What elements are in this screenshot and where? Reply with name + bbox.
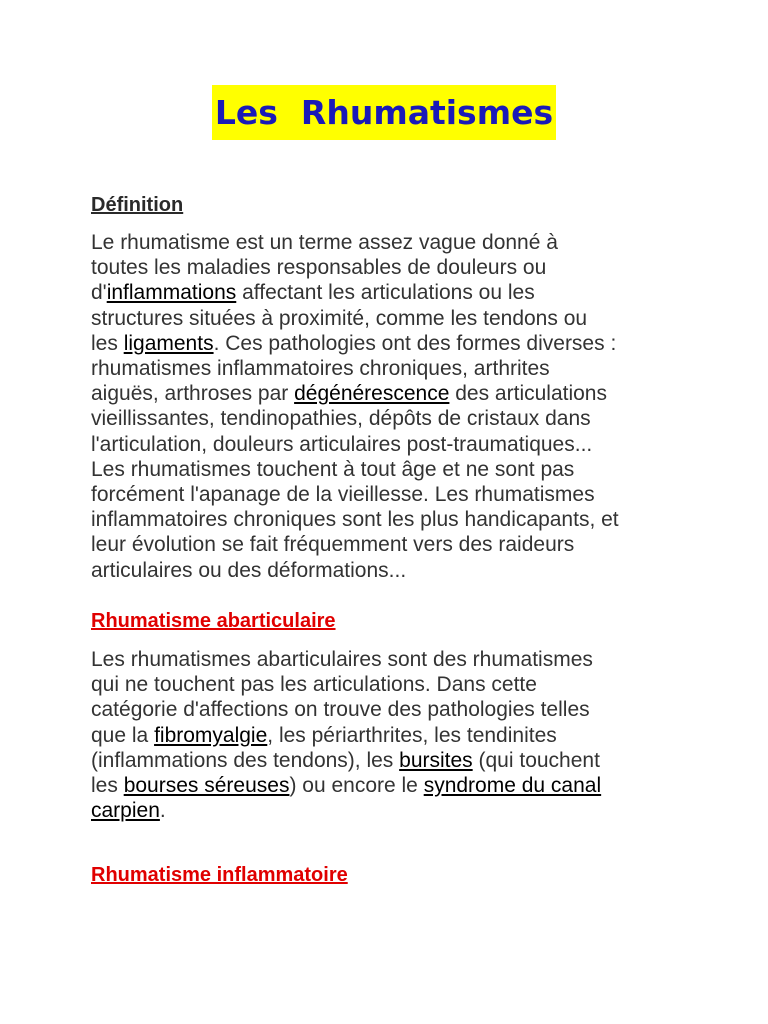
text-line <box>91 773 691 798</box>
text-line <box>91 532 691 557</box>
text-run: l'articulation, douleurs articulaires post-traumatiques... <box>91 432 593 456</box>
link-carpien[interactable]: carpien <box>91 799 160 823</box>
link-bourses-sereuses[interactable]: bourses séreuses <box>123 774 290 798</box>
text-run: articulaires ou des déformations... <box>91 558 407 582</box>
text-run: leur évolution se fait fréquemment vers des raideurs <box>91 533 575 557</box>
text-run: aiguës, arthroses par <box>91 382 295 406</box>
link-syndrome-du-canal[interactable]: syndrome du canal <box>423 774 602 798</box>
text-line <box>91 356 691 381</box>
text-run: ) ou encore le <box>289 774 424 798</box>
text-run: les <box>91 774 124 798</box>
text-run: rhumatismes inflammatoires chroniques, arthrites <box>91 357 550 381</box>
text-line <box>91 457 691 482</box>
text-run: . <box>159 799 166 823</box>
definition-paragraph <box>91 230 691 583</box>
abarticulaire-paragraph <box>91 647 691 823</box>
text-line <box>91 748 691 773</box>
text-run: forcément l'apanage de la vieillesse. Les rhumatismes <box>91 483 595 507</box>
title-container <box>0 85 768 140</box>
inflammatoire-heading: Rhumatisme inflammatoire <box>91 864 348 886</box>
link-inflammations[interactable]: inflammations <box>106 281 237 305</box>
text-run: toutes les maladies responsables de douleurs ou <box>91 256 547 280</box>
text-run: , les périarthrites, les tendinites <box>267 723 557 747</box>
text-line <box>91 280 691 305</box>
text-run: inflammatoires chroniques sont les plus handicapants, et <box>91 508 619 532</box>
text-run: les <box>91 331 124 355</box>
text-line <box>91 306 691 331</box>
text-run: affectant les articulations ou les <box>236 281 535 305</box>
text-run: Les rhumatismes abarticulaires sont des rhumatismes <box>91 648 593 671</box>
text-line <box>91 697 691 722</box>
text-run: (inflammations des tendons), les <box>91 748 400 772</box>
text-run: vieillissantes, tendinopathies, dépôts de cristaux dans <box>91 407 591 431</box>
text-line <box>91 482 691 507</box>
text-run: Les rhumatismes touchent à tout âge et ne sont pas <box>91 457 575 481</box>
link-degenerescence[interactable]: dégénérescence <box>294 382 450 406</box>
text-line <box>91 381 691 406</box>
text-line <box>91 672 691 697</box>
text-line <box>91 798 691 823</box>
text-run: que la <box>91 723 155 747</box>
text-line <box>91 406 691 431</box>
link-fibromyalgie[interactable]: fibromyalgie <box>154 723 268 747</box>
text-line <box>91 507 691 532</box>
text-run: des articulations <box>449 382 607 406</box>
definition-heading: Définition <box>91 194 184 216</box>
text-run: (qui touchent <box>472 748 600 772</box>
text-run: qui ne touchent pas les articulations. Dans cette <box>91 673 537 697</box>
abarticulaire-heading: Rhumatisme abarticulaire <box>91 610 336 632</box>
text-run: Le rhumatisme est un terme assez vague donné à <box>91 231 558 254</box>
text-run: structures situées à proximité, comme les tendons ou <box>91 306 588 330</box>
text-run: catégorie d'affections on trouve des pathologies telles <box>91 698 590 722</box>
text-line <box>91 723 691 748</box>
text-line <box>91 331 691 356</box>
link-bursites[interactable]: bursites <box>399 748 473 772</box>
text-run: . Ces pathologies ont des formes diverses : <box>213 331 617 355</box>
text-line <box>91 255 691 280</box>
text-line <box>91 647 691 672</box>
text-line <box>91 558 691 583</box>
link-ligaments[interactable]: ligaments <box>123 331 214 355</box>
text-line <box>91 230 691 255</box>
page-title: Les Rhumatismes <box>212 85 556 140</box>
text-line <box>91 432 691 457</box>
text-run: d' <box>91 281 107 305</box>
